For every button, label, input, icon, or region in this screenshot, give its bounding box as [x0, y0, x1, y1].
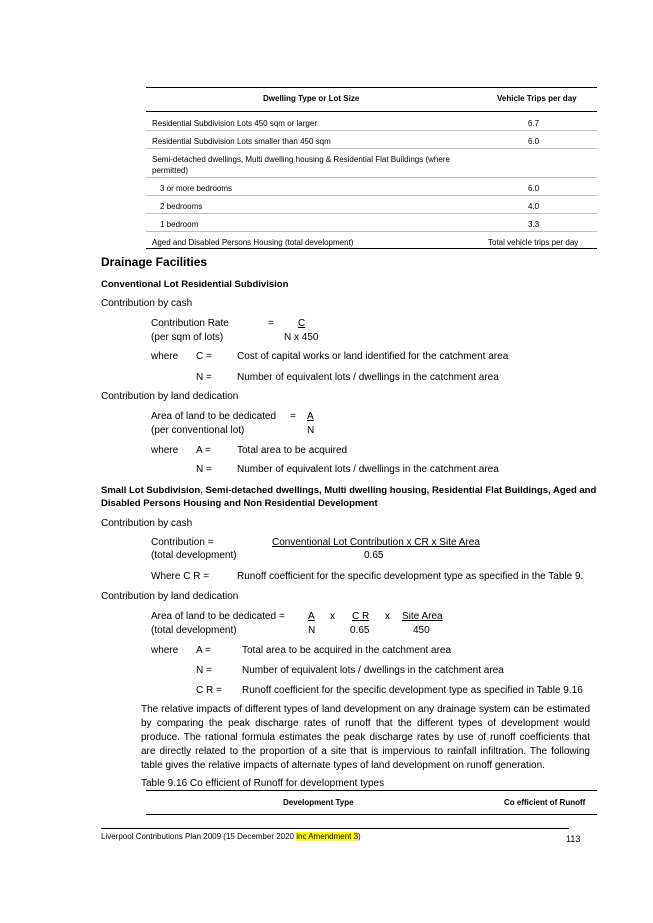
row-divider — [146, 148, 597, 149]
formula-term-n: N — [308, 625, 316, 636]
formula-numerator: Conventional Lot Contribution x CR x Site Area — [272, 537, 480, 548]
variable-symbol: N = — [196, 372, 212, 383]
subsection-heading-cont: Disabled Persons Housing and Non Residential Development — [101, 498, 378, 509]
table-row-label: Semi-detached dwellings, Multi dwelling housing & Residential Flat Buildings (where — [152, 155, 450, 164]
variable-definition: Number of equivalent lots / dwellings in the catchment area — [237, 372, 499, 383]
where-label: Where C R = — [151, 571, 210, 582]
variable-symbol: A = — [196, 445, 211, 456]
subsection-heading: Small Lot Subdivision, Semi-detached dwellings, Multi dwelling housing, Residential Flat Buildings, Aged and — [101, 485, 597, 496]
runoff-table-top-rule — [146, 790, 597, 791]
footer-text — [101, 832, 361, 841]
formula-denominator: 0.65 — [364, 550, 384, 561]
formula-numerator: C — [298, 318, 306, 329]
formula-equals: = — [290, 411, 296, 422]
formula-label: Contribution Rate — [151, 318, 229, 329]
contribution-by-land-label: Contribution by land dedication — [101, 391, 239, 402]
variable-definition: Number of equivalent lots / dwellings in the catchment area — [237, 464, 499, 475]
formula-term-a: A — [308, 611, 315, 622]
formula-denominator: N x 450 — [284, 332, 319, 343]
formula-times: x — [330, 611, 335, 622]
formula-times: x — [385, 611, 390, 622]
formula-denominator: N — [307, 425, 315, 436]
table-row-value: 6.7 — [528, 119, 540, 128]
formula-term-450: 450 — [413, 625, 430, 636]
footer-title: Liverpool Contributions Plan 2009 (15 December 2020 — [101, 832, 297, 841]
table-row-label: 1 bedroom — [160, 220, 199, 229]
where-label: where — [151, 445, 179, 456]
runoff-header-coefficient: Co efficient of Runoff — [504, 798, 586, 807]
runoff-table-header-rule — [146, 814, 597, 815]
formula-equals: = — [268, 318, 274, 329]
table-row-label: Residential Subdivision Lots smaller than 450 sqm — [152, 137, 331, 146]
table-row-label-cont: permitted) — [152, 166, 189, 175]
row-divider — [146, 195, 597, 196]
variable-definition: Runoff coefficient for the specific development type as specified in the Table 9. — [237, 571, 584, 582]
table-header-rule — [146, 111, 597, 112]
formula-term-site-area: Site Area — [402, 611, 443, 622]
variable-symbol: N = — [196, 665, 212, 676]
formula-numerator: A — [307, 411, 314, 422]
contribution-by-cash-label: Contribution by cash — [101, 518, 193, 529]
variable-definition: Runoff coefficient for the specific development type as specified in Table 9.16 — [242, 685, 583, 696]
table-row-label: 3 or more bedrooms — [160, 184, 233, 193]
table-row-value: Total vehicle trips per day — [488, 238, 579, 247]
footer-amendment-highlight: inc Amendment 3 — [296, 832, 359, 841]
formula-sublabel: (per conventional lot) — [151, 425, 245, 436]
formula-sublabel: (per sqm of lots) — [151, 332, 224, 343]
formula-sublabel: (total development) — [151, 550, 237, 561]
variable-symbol: N = — [196, 464, 212, 475]
table-header-dwelling-type: Dwelling Type or Lot Size — [263, 94, 360, 103]
table-row-label: Aged and Disabled Persons Housing (total development) — [152, 238, 354, 247]
table-header-vehicle-trips: Vehicle Trips per day — [497, 94, 577, 103]
footer-close-paren: ) — [358, 832, 361, 841]
variable-definition: Number of equivalent lots / dwellings in the catchment area — [242, 665, 504, 676]
table-bottom-rule — [146, 248, 597, 249]
formula-term-cr: C R — [352, 611, 370, 622]
formula-label: Contribution = — [151, 537, 214, 548]
variable-definition: Cost of capital works or land identified for the catchment area — [237, 351, 509, 362]
table-row-label: Residential Subdivision Lots 450 sqm or larger — [152, 119, 317, 128]
variable-definition: Total area to be acquired — [237, 445, 348, 456]
formula-label: Area of land to be dedicated = — [151, 611, 285, 622]
table-row-value: 6.0 — [528, 184, 540, 193]
variable-symbol: A = — [196, 645, 211, 656]
table-row-value: 6.0 — [528, 137, 540, 146]
variable-symbol: C = — [196, 351, 212, 362]
section-heading: Drainage Facilities — [101, 255, 208, 269]
page-number: 113 — [566, 834, 581, 844]
variable-definition: Total area to be acquired in the catchment area — [242, 645, 452, 656]
contribution-by-land-label: Contribution by land dedication — [101, 591, 239, 602]
footer-rule — [101, 828, 569, 829]
row-divider — [146, 231, 597, 232]
table-row-label: 2 bedrooms — [160, 202, 203, 211]
row-divider — [146, 213, 597, 214]
formula-term-065: 0.65 — [350, 625, 370, 636]
row-divider — [146, 177, 597, 178]
table-row-value: 4.0 — [528, 202, 540, 211]
explanatory-paragraph: The relative impacts of different types of land development on any drainage system can be estimated by comparing the peak discharge rates of runoff that the different types of development would produce. The rational formula estimates the peak discharge rates by use of runoff coefficients that are directly related to the proportion of a site that is impervious to rainfall infiltration. The following table gives the relative impacts of alternate types of land development on runoff generation. — [141, 704, 590, 771]
row-divider — [146, 130, 597, 131]
table-caption: Table 9.16 Co efficient of Runoff for development types — [141, 778, 385, 789]
contribution-by-cash-label: Contribution by cash — [101, 298, 193, 309]
subsection-heading: Conventional Lot Residential Subdivision — [101, 279, 289, 290]
variable-symbol: C R = — [196, 685, 222, 696]
table-top-rule — [146, 87, 597, 88]
runoff-header-development-type: Development Type — [283, 798, 354, 807]
table-row-value: 3.3 — [528, 220, 540, 229]
formula-sublabel: (total development) — [151, 625, 237, 636]
formula-label: Area of land to be dedicated — [151, 411, 277, 422]
where-label: where — [151, 645, 179, 656]
where-label: where — [151, 351, 179, 362]
